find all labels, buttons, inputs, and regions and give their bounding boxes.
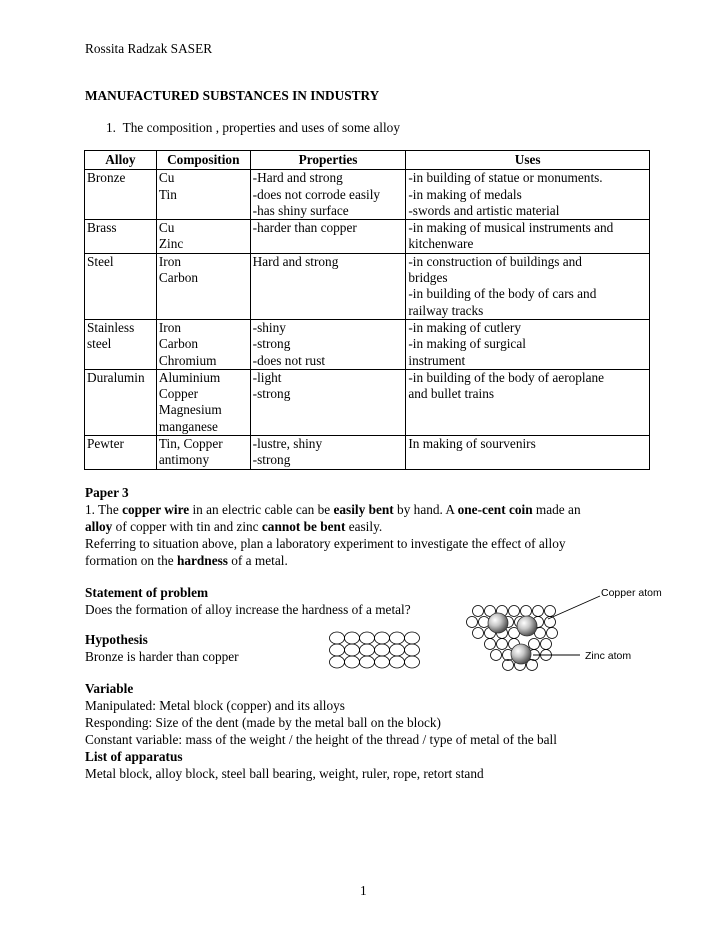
copper-atom-circle — [345, 656, 360, 668]
column-header-uses: Uses — [406, 151, 650, 170]
cell-line: Stainless — [87, 319, 135, 335]
copper-atom-circle — [345, 632, 360, 644]
large-atom-1 — [488, 613, 508, 633]
cell-line: antimony — [158, 452, 210, 468]
large-atom-3 — [511, 644, 531, 664]
cell-line: Iron — [158, 253, 182, 269]
small-atom-circle — [485, 639, 496, 650]
cell-line: Tin — [158, 186, 177, 202]
alloy-lattice-diagram — [467, 606, 558, 671]
section-heading-text: The composition , properties and uses of some alloy — [122, 120, 400, 135]
hypothesis-heading: Hypothesis — [85, 632, 148, 647]
cell-line: and bullet trains — [408, 386, 495, 402]
cell-line: bridges — [408, 270, 448, 286]
small-atom-circle — [533, 606, 544, 617]
cell-line: Hard and strong — [252, 253, 339, 269]
cell-line: Carbon — [158, 336, 199, 352]
cell-line: -strong — [252, 452, 291, 468]
cell-line: manganese — [158, 418, 218, 434]
cell-line: railway tracks — [408, 302, 484, 318]
cell-line: -Hard and strong — [252, 170, 343, 186]
cell-line: -does not rust — [252, 352, 326, 368]
zinc-atom-label: Zinc atom — [585, 650, 632, 662]
intro-line-3: Referring to situation above, plan a laboratory experiment to investigate the effect of alloy — [85, 535, 566, 551]
column-header-alloy: Alloy — [85, 151, 157, 170]
small-atom-circle — [521, 606, 532, 617]
small-atom-circle — [467, 617, 478, 628]
cell-line: -shiny — [252, 319, 286, 335]
cell-line: Magnesium — [158, 402, 222, 418]
small-atom-circle — [529, 639, 540, 650]
small-atom-circle — [473, 628, 484, 639]
copper-atom-circle — [360, 656, 375, 668]
cell-line: instrument — [408, 352, 466, 368]
cell-line: Copper — [158, 386, 199, 402]
small-atom-circle — [541, 639, 552, 650]
cell-line: -in making of medals — [408, 186, 522, 202]
small-atom-circle — [545, 606, 556, 617]
cell-line: kitchenware — [408, 236, 474, 252]
cell-line: -in building of the body of aeroplane — [408, 369, 605, 385]
small-atom-circle — [497, 639, 508, 650]
cell-line: Pewter — [87, 436, 124, 452]
cell-line: Carbon — [158, 270, 199, 286]
cell-line: -light — [252, 369, 282, 385]
cell-line: Cu — [158, 220, 175, 236]
cell-line: Cu — [158, 170, 175, 186]
copper-atom-label: Copper atom — [601, 587, 662, 599]
document-title: MANUFACTURED SUBSTANCES IN INDUSTRY — [85, 88, 380, 103]
copper-atom-circle — [390, 644, 405, 656]
cell-line: Aluminium — [158, 369, 221, 385]
intro-line-1: 1. The copper wire in an electric cable can be easily bent by hand. A one-cent coin made an — [85, 501, 581, 517]
cell-line: Bronze — [87, 170, 126, 186]
copper-atom-circle — [390, 632, 405, 644]
copper-atom-circle — [405, 656, 420, 668]
apparatus-text: Metal block, alloy block, steel ball bearing, weight, ruler, rope, retort stand — [85, 765, 484, 781]
cell-line: Duralumin — [87, 369, 145, 385]
copper-atom-circle — [330, 644, 345, 656]
cell-line: Steel — [87, 253, 114, 269]
cell-line: -has shiny surface — [252, 202, 349, 218]
section-number: 1. — [106, 120, 116, 135]
cell-line: -strong — [252, 336, 291, 352]
cell-line: -strong — [252, 386, 291, 402]
cell-line: -in construction of buildings and — [408, 253, 582, 269]
apparatus-heading: List of apparatus — [85, 748, 183, 764]
intro-line-4: formation on the hardness of a metal. — [85, 552, 288, 568]
problem-text: Does the formation of alloy increase the hardness of a metal? — [85, 601, 411, 617]
intro-line-2: alloy of copper with tin and zinc cannot be bent easily. — [85, 518, 383, 534]
copper-atom-circle — [375, 632, 390, 644]
small-atom-circle — [509, 606, 520, 617]
copper-atom-circle — [390, 656, 405, 668]
variable-heading: Variable — [85, 681, 134, 696]
cell-line: -in building of the body of cars and — [408, 286, 597, 302]
cell-line: Tin, Copper — [158, 436, 223, 452]
cell-line: -in making of cutlery — [408, 319, 521, 335]
cell-line: -harder than copper — [252, 220, 357, 236]
copper-atom-circle — [345, 644, 360, 656]
small-atom-circle — [473, 606, 484, 617]
cell-line: steel — [87, 336, 112, 352]
cell-line: Zinc — [158, 236, 184, 252]
cell-line: -swords and artistic material — [408, 202, 560, 218]
cell-line: -in building of statue or monuments. — [408, 170, 603, 186]
small-atom-circle — [547, 628, 558, 639]
problem-heading: Statement of problem — [85, 585, 209, 600]
cell-line: Brass — [87, 220, 117, 236]
column-header-composition: Composition — [156, 151, 250, 170]
cell-line: Chromium — [158, 352, 217, 368]
copper-atom-circle — [330, 632, 345, 644]
hypothesis-text: Bronze is harder than copper — [85, 648, 239, 664]
large-atom-2 — [517, 616, 537, 636]
cell-line: -lustre, shiny — [252, 436, 323, 452]
copper-atom-circle — [360, 632, 375, 644]
pure-copper-lattice-diagram — [330, 632, 420, 668]
cell-line: -in making of surgical — [408, 336, 526, 352]
column-header-properties: Properties — [250, 151, 406, 170]
copper-atom-circle — [375, 656, 390, 668]
paper3-heading: Paper 3 — [85, 485, 129, 500]
copper-atom-circle — [330, 656, 345, 668]
cell-line: In making of sourvenirs — [408, 436, 536, 452]
cell-line: -does not corrode easily — [252, 186, 381, 202]
copper-atom-circle — [405, 632, 420, 644]
copper-atom-circle — [360, 644, 375, 656]
responding-variable: Responding: Size of the dent (made by the metal ball on the block) — [85, 714, 441, 730]
small-atom-circle — [503, 660, 514, 671]
header-author: Rossita Radzak SASER — [85, 41, 213, 56]
manipulated-variable: Manipulated: Metal block (copper) and its alloys — [85, 697, 345, 713]
copper-atom-circle — [405, 644, 420, 656]
small-atom-circle — [491, 650, 502, 661]
cell-line: Iron — [158, 319, 182, 335]
copper-atom-pointer — [548, 596, 600, 619]
constant-variable: Constant variable: mass of the weight / the height of the thread / type of metal of the ball — [85, 731, 557, 747]
cell-line: -in making of musical instruments and — [408, 220, 614, 236]
copper-atom-circle — [375, 644, 390, 656]
page-number: 1 — [360, 883, 367, 898]
